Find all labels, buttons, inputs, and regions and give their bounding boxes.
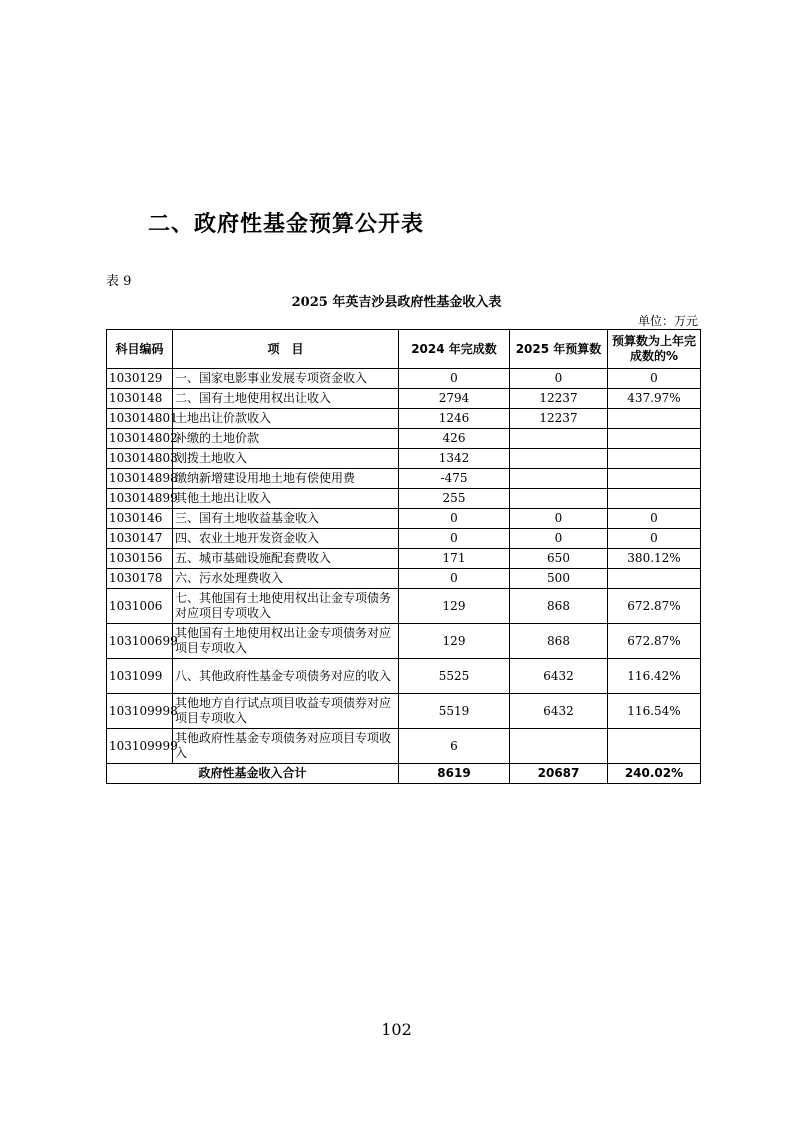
total-label: 政府性基金收入合计: [107, 764, 399, 784]
cell-code: 103014801: [107, 409, 173, 429]
cell-ratio: [608, 489, 701, 509]
header-actual-2024: 2024 年完成数: [399, 330, 510, 369]
total-row: [107, 764, 701, 784]
cell-budget-2025: [510, 429, 608, 449]
table-row: [107, 509, 701, 529]
table-row: [107, 529, 701, 549]
cell-ratio: 116.54%: [608, 694, 701, 729]
cell-actual-2024: 129: [399, 589, 510, 624]
table-row: [107, 469, 701, 489]
cell-budget-2025: 500: [510, 569, 608, 589]
header-name: 项 目: [173, 330, 399, 369]
cell-name: 缴纳新增建设用地土地有偿使用费: [173, 469, 399, 489]
cell-code: 103014898: [107, 469, 173, 489]
cell-actual-2024: 0: [399, 529, 510, 549]
table-row: [107, 729, 701, 764]
cell-name: 划拨土地收入: [173, 449, 399, 469]
cell-code: 1031006: [107, 589, 173, 624]
cell-actual-2024: -475: [399, 469, 510, 489]
cell-actual-2024: 0: [399, 369, 510, 389]
table-row: [107, 409, 701, 429]
fund-revenue-table: [106, 329, 701, 784]
cell-actual-2024: 2794: [399, 389, 510, 409]
cell-code: 103100699: [107, 624, 173, 659]
total-actual-2024: 8619: [399, 764, 510, 784]
cell-budget-2025: 12237: [510, 409, 608, 429]
cell-budget-2025: 0: [510, 509, 608, 529]
cell-actual-2024: 1342: [399, 449, 510, 469]
table-row: [107, 389, 701, 409]
cell-code: 103109998: [107, 694, 173, 729]
cell-ratio: [608, 429, 701, 449]
table-row: [107, 549, 701, 569]
cell-budget-2025: [510, 469, 608, 489]
cell-name: 其他国有土地使用权出让金专项债务对应项目专项收入: [173, 624, 399, 659]
table-row: [107, 694, 701, 729]
cell-budget-2025: [510, 489, 608, 509]
table-header-row: [107, 330, 701, 369]
table-row: [107, 589, 701, 624]
cell-name: 八、其他政府性基金专项债务对应的收入: [173, 659, 399, 694]
cell-name: 五、城市基础设施配套费收入: [173, 549, 399, 569]
table-title: 2025 年英吉沙县政府性基金收入表: [291, 295, 502, 310]
cell-code: 1030148: [107, 389, 173, 409]
cell-code: 103109999: [107, 729, 173, 764]
cell-name: 七、其他国有土地使用权出让金专项债务对应项目专项收入: [173, 589, 399, 624]
cell-actual-2024: 5525: [399, 659, 510, 694]
cell-ratio: 0: [608, 369, 701, 389]
header-code: 科目编码: [107, 330, 173, 369]
cell-code: 1030178: [107, 569, 173, 589]
cell-name: 其他政府性基金专项债务对应项目专项收入: [173, 729, 399, 764]
cell-ratio: 672.87%: [608, 589, 701, 624]
table-row: [107, 624, 701, 659]
cell-ratio: [608, 449, 701, 469]
cell-ratio: [608, 729, 701, 764]
cell-name: 其他地方自行试点项目收益专项债券对应项目专项收入: [173, 694, 399, 729]
cell-budget-2025: 868: [510, 589, 608, 624]
cell-code: 1030147: [107, 529, 173, 549]
cell-budget-2025: 0: [510, 529, 608, 549]
table-row: [107, 659, 701, 694]
total-budget-2025: 20687: [510, 764, 608, 784]
cell-budget-2025: 6432: [510, 659, 608, 694]
cell-code: 103014803: [107, 449, 173, 469]
cell-actual-2024: 0: [399, 569, 510, 589]
cell-actual-2024: 0: [399, 509, 510, 529]
table-row: [107, 429, 701, 449]
header-budget-2025: 2025 年预算数: [510, 330, 608, 369]
cell-code: 103014899: [107, 489, 173, 509]
cell-name: 一、国家电影事业发展专项资金收入: [173, 369, 399, 389]
total-ratio: 240.02%: [608, 764, 701, 784]
table-row: [107, 569, 701, 589]
cell-name: 三、国有土地收益基金收入: [173, 509, 399, 529]
cell-ratio: 380.12%: [608, 549, 701, 569]
cell-actual-2024: 129: [399, 624, 510, 659]
cell-code: 1031099: [107, 659, 173, 694]
table-number: 表 9: [106, 274, 132, 289]
cell-budget-2025: 12237: [510, 389, 608, 409]
cell-actual-2024: 5519: [399, 694, 510, 729]
cell-ratio: 0: [608, 509, 701, 529]
cell-actual-2024: 6: [399, 729, 510, 764]
cell-ratio: [608, 469, 701, 489]
cell-budget-2025: 868: [510, 624, 608, 659]
cell-budget-2025: 0: [510, 369, 608, 389]
table-row: [107, 369, 701, 389]
cell-actual-2024: 426: [399, 429, 510, 449]
table-row: [107, 489, 701, 509]
cell-ratio: 0: [608, 529, 701, 549]
cell-name: 二、国有土地使用权出让收入: [173, 389, 399, 409]
cell-ratio: [608, 409, 701, 429]
cell-name: 四、农业土地开发资金收入: [173, 529, 399, 549]
cell-actual-2024: 171: [399, 549, 510, 569]
cell-budget-2025: 650: [510, 549, 608, 569]
header-ratio: 预算数为上年完成数的%: [608, 330, 701, 369]
cell-name: 六、污水处理费收入: [173, 569, 399, 589]
cell-budget-2025: 6432: [510, 694, 608, 729]
cell-code: 1030146: [107, 509, 173, 529]
cell-budget-2025: [510, 729, 608, 764]
cell-name: 补缴的土地价款: [173, 429, 399, 449]
cell-code: 103014802: [107, 429, 173, 449]
table-row: [107, 449, 701, 469]
cell-name: 其他土地出让收入: [173, 489, 399, 509]
unit-label: 单位：万元: [637, 314, 698, 328]
cell-code: 1030156: [107, 549, 173, 569]
section-heading: 二、政府性基金预算公开表: [148, 212, 425, 237]
cell-ratio: 437.97%: [608, 389, 701, 409]
cell-actual-2024: 255: [399, 489, 510, 509]
cell-budget-2025: [510, 449, 608, 469]
cell-code: 1030129: [107, 369, 173, 389]
page-number: 102: [381, 1020, 412, 1039]
cell-ratio: 116.42%: [608, 659, 701, 694]
cell-name: 土地出让价款收入: [173, 409, 399, 429]
cell-ratio: 672.87%: [608, 624, 701, 659]
cell-actual-2024: 1246: [399, 409, 510, 429]
cell-ratio: [608, 569, 701, 589]
